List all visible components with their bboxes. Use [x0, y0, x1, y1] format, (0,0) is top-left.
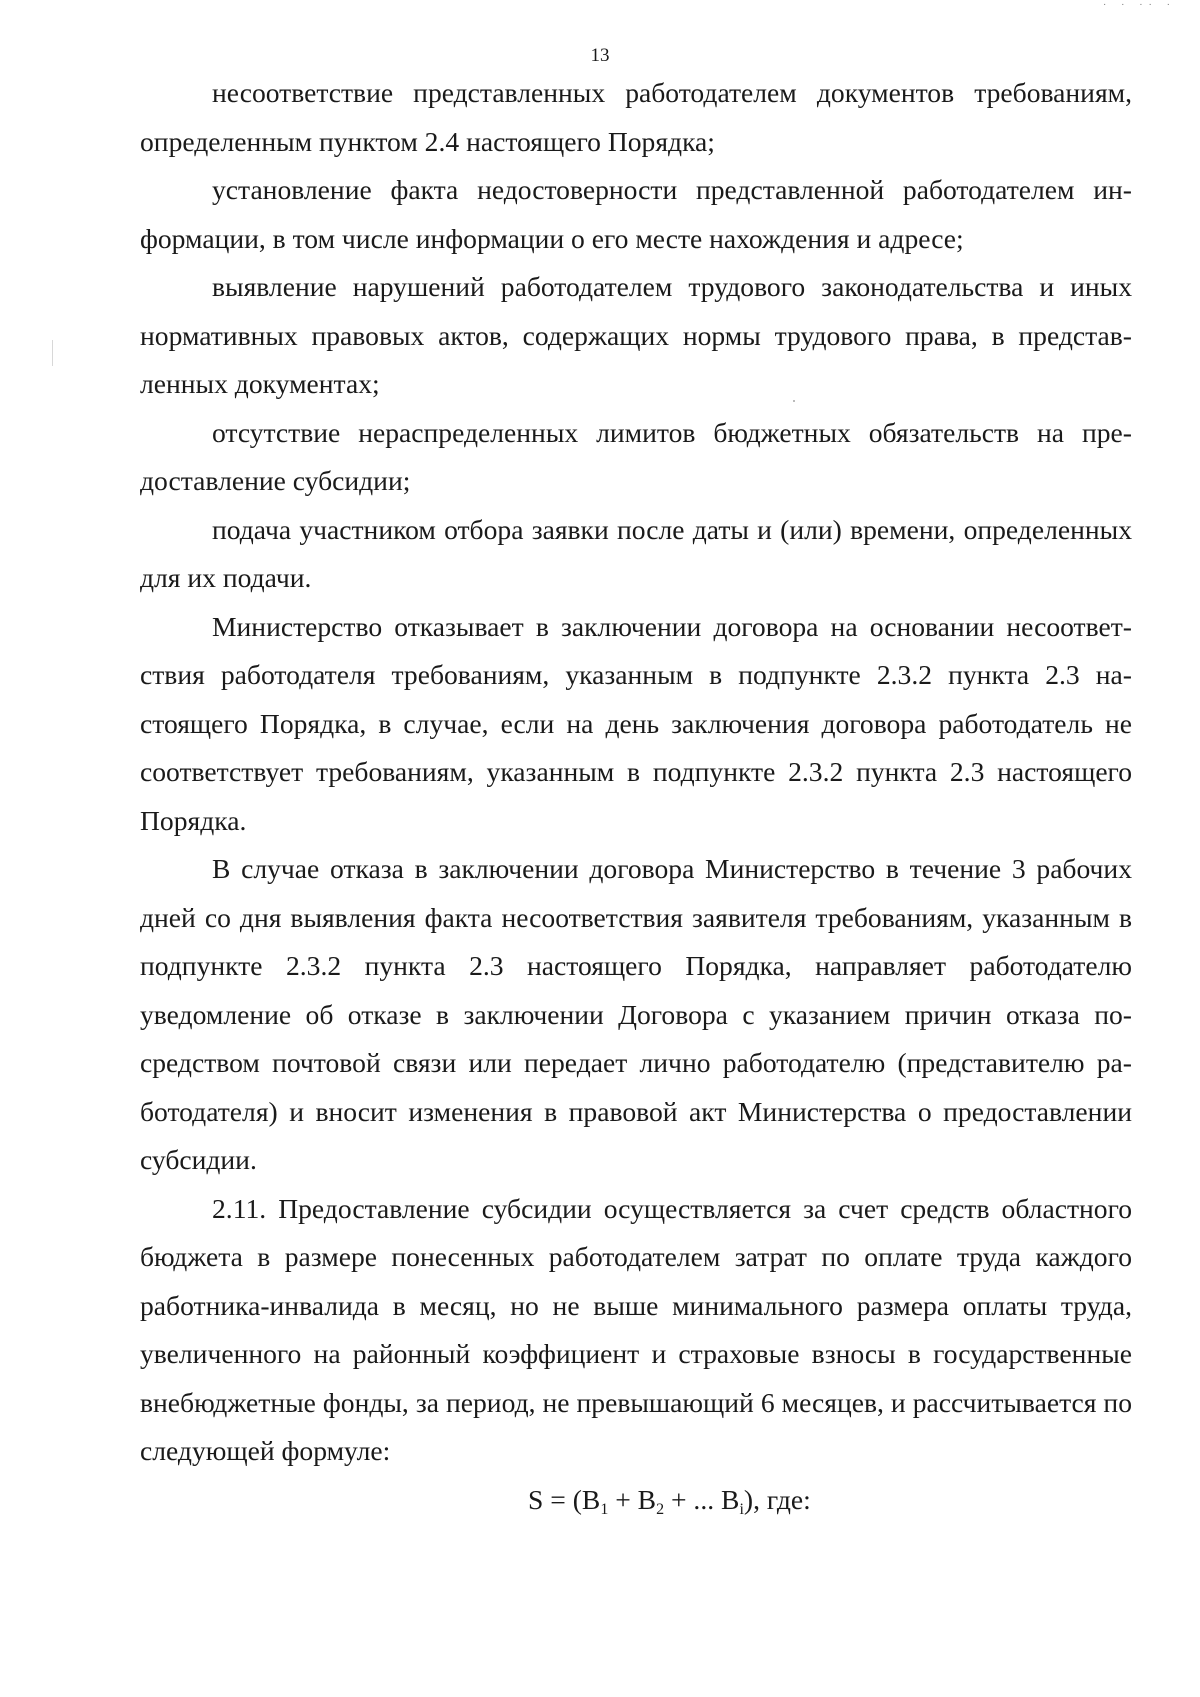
paragraph-refusal-grounds: Министерство отказывает в заключении договора на основании несоответствия работодателя требованиям, указанным в подпункте 2.3.2 пункта 2.3 настоящего Порядка, в случае, если на день заключения договора работодатель не соответствует требованиям, указанным в подпункте 2.3.2 пункта 2.3 настоящего Порядка. [140, 610, 1132, 836]
paragraph-list-item-4: отсутствие нераспределенных лимитов бюджетных обязательств на предоставление субсидии; [140, 416, 1132, 496]
paragraph-list-item-2: установление факта недостоверности представленной работодателем информации, в том числе информации о его месте нахождения и адресе; [140, 174, 1132, 254]
formula-tail: ), где: [743, 1483, 811, 1515]
paragraph-list-item-1: несоответствие представленных работодателем документов требованиям, определенным пунктом 2.4 настоящего Порядка; [140, 77, 1132, 157]
formula-subscript-i: i [739, 1500, 744, 1518]
formula-subscript-2: 2 [656, 1500, 665, 1518]
scan-speck [52, 340, 53, 366]
formula-term-2: + B [608, 1483, 657, 1515]
scan-corner-mark: · · ·· · [1103, 0, 1176, 10]
formula-term-i: + ... B [664, 1483, 740, 1515]
paragraph-list-item-5: подача участником отбора заявки после даты и (или) времени, определенных для их подачи. [140, 513, 1132, 593]
subsidy-formula [140, 1476, 1132, 1525]
page-number: 13 [590, 45, 610, 66]
formula-subscript-1: 1 [600, 1500, 609, 1518]
paragraph-list-item-3: выявление нарушений работодателем трудового законодательства и иных нормативных правовых актов, содержащих нормы трудового права, в представленных документах; [140, 271, 1132, 399]
document-body [140, 69, 1132, 1524]
paragraph-section-2-11: 2.11. Предоставление субсидии осуществляется за счет средств областного бюджета в размере понесенных работодателем затрат по оплате труда каждого работника-инвалида в месяц, но не выше минимального размера оплаты труда, увеличенного на районный коэффициент и страховые взносы в государственные внебюджетные фонды, за период, не превышающий 6 месяцев, и рассчитывается по следующей формуле: [140, 1192, 1132, 1466]
formula-lhs: S = (B [528, 1483, 601, 1515]
paragraph-refusal-notice: В случае отказа в заключении договора Министерство в течение 3 рабочих дней со дня выявления факта несоответствия заявителя требованиям, указанным в подпункте 2.3.2 пункта 2.3 настоящего Порядка, направляет работодателю уведомление об отказе в заключении Договора с указанием причин отказа посредством почтовой связи или передает лично работодателю (представителю работодателя) и вносит изменения в правовой акт Министерства о предоставлении субсидии. [140, 853, 1132, 1175]
